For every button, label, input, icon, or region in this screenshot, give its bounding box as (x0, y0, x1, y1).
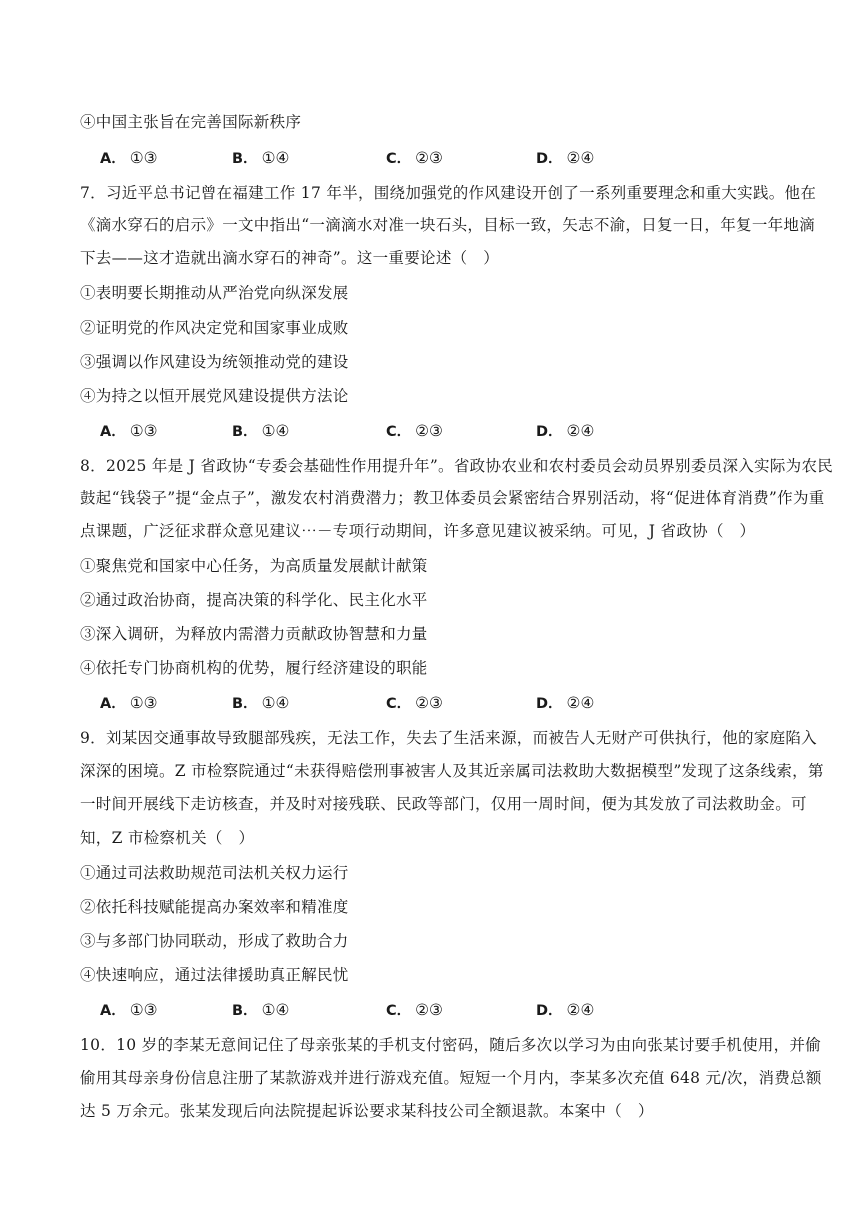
option-text: ①④ (261, 422, 290, 440)
statement: ④依托专门协商机构的优势，履行经济建设的职能 (80, 659, 428, 677)
option-letter: C． (386, 696, 412, 712)
statement: ①通过司法救助规范司法机关权力运行 (80, 864, 349, 882)
statement: ③强调以作风建设为统领推动党的建设 (80, 353, 349, 371)
question-10-line: 10．10 岁的李某无意间记住了母亲张某的手机支付密码，随后多次以学习为由向张某讨要手机使用，并偷 (80, 1036, 822, 1054)
option-b[interactable] (232, 1000, 289, 1021)
option-letter: D． (536, 424, 563, 440)
statement: ③深入调研，为释放内需潜力贡献政协智慧和力量 (80, 625, 428, 643)
question-7-line: 7．习近平总书记曾在福建工作 17 年半，围绕加强党的作风建设开创了一系列重要理念和重大实践。他在 (80, 184, 817, 202)
question-7-line: 下去——这才造就出滴水穿石的神奇”。这一重要论述（ ） (80, 249, 500, 267)
option-b[interactable] (232, 421, 289, 442)
option-c[interactable] (386, 421, 443, 442)
statement: ②通过政治协商，提高决策的科学化、民主化水平 (80, 591, 428, 609)
option-text: ②④ (566, 422, 595, 440)
option-text: ②④ (566, 149, 595, 167)
option-text: ①③ (129, 1001, 158, 1019)
statement: ①聚焦党和国家中心任务，为高质量发展献计献策 (80, 557, 428, 575)
statement: ②依托科技赋能提高办案效率和精准度 (80, 898, 349, 916)
option-letter: A． (100, 151, 126, 167)
option-d[interactable] (536, 693, 594, 714)
question-9-line: 深深的困境。Z 市检察院通过“未获得赔偿刑事被害人及其近亲属司法救助大数据模型”发现了这条线索，第 (80, 762, 824, 780)
question-8-line: 8．2025 年是 J 省政协“专委会基础性作用提升年”。省政协农业和农村委员会动员界别委员深入实际为农民 (80, 457, 834, 475)
option-text: ②③ (415, 1001, 443, 1019)
option-text: ①④ (261, 694, 290, 712)
option-letter: D． (536, 1003, 563, 1019)
option-d[interactable] (536, 1000, 594, 1021)
option-text: ①③ (129, 422, 158, 440)
statement: ④中国主张旨在完善国际新秩序 (80, 113, 302, 131)
question-7-line: 《滴水穿石的启示》一文中指出“一滴滴水对准一块石头，目标一致，矢志不渝，日复一日，年复一年地滴 (80, 216, 816, 234)
option-c[interactable] (386, 693, 443, 714)
statement: ④为持之以恒开展党风建设提供方法论 (80, 387, 349, 405)
option-d[interactable] (536, 421, 594, 442)
option-letter: A． (100, 424, 126, 440)
option-letter: A． (100, 696, 126, 712)
question-9-line: 一时间开展线下走访核查，并及时对接残联、民政等部门，仅用一周时间，便为其发放了司法救助金。可 (80, 795, 807, 813)
option-text: ②③ (415, 149, 443, 167)
option-a[interactable] (100, 421, 158, 442)
statement: ③与多部门协同联动，形成了救助合力 (80, 932, 349, 950)
option-text: ②④ (566, 1001, 595, 1019)
statement: ②证明党的作风决定党和国家事业成败 (80, 319, 349, 337)
option-a[interactable] (100, 1000, 158, 1021)
question-10-line: 偷用其母亲身份信息注册了某款游戏并进行游戏充值。短短一个月内，李某多次充值 648 元/次，消费总额 (80, 1069, 822, 1087)
question-8-line: 鼓起“钱袋子”提“金点子”，激发农村消费潜力；教卫体委员会紧密结合界别活动，将“促进体育消费”作为重 (80, 489, 825, 507)
option-text: ②④ (566, 694, 595, 712)
option-d[interactable] (536, 148, 594, 169)
option-letter: D． (536, 696, 563, 712)
question-10-line: 达 5 万余元。张某发现后向法院提起诉讼要求某科技公司全额退款。本案中（ ） (80, 1102, 654, 1120)
question-9-line: 9．刘某因交通事故导致腿部残疾，无法工作，失去了生活来源，而被告人无财产可供执行，他的家庭陷入 (80, 729, 817, 747)
option-letter: B． (232, 151, 258, 167)
option-b[interactable] (232, 693, 289, 714)
option-a[interactable] (100, 693, 158, 714)
statement: ①表明要长期推动从严治党向纵深发展 (80, 284, 349, 302)
option-letter: D． (536, 151, 563, 167)
statement: ④快速响应，通过法律援助真正解民忧 (80, 966, 349, 984)
option-text: ①③ (129, 694, 158, 712)
option-letter: C． (386, 151, 412, 167)
option-letter: B． (232, 696, 258, 712)
option-b[interactable] (232, 148, 289, 169)
question-9-line: 知，Z 市检察机关（ ） (80, 829, 255, 847)
option-text: ①④ (261, 1001, 290, 1019)
option-letter: A． (100, 1003, 126, 1019)
option-text: ①④ (261, 149, 290, 167)
question-8-line: 点课题，广泛征求群众意见建议⋯－专项行动期间，许多意见建议被采纳。可见，J 省政协（ ） (80, 522, 756, 540)
option-letter: C． (386, 1003, 412, 1019)
option-letter: B． (232, 1003, 258, 1019)
option-c[interactable] (386, 148, 443, 169)
option-text: ①③ (129, 149, 158, 167)
option-letter: C． (386, 424, 412, 440)
option-a[interactable] (100, 148, 158, 169)
option-letter: B． (232, 424, 258, 440)
option-text: ②③ (415, 694, 443, 712)
option-c[interactable] (386, 1000, 443, 1021)
option-text: ②③ (415, 422, 443, 440)
